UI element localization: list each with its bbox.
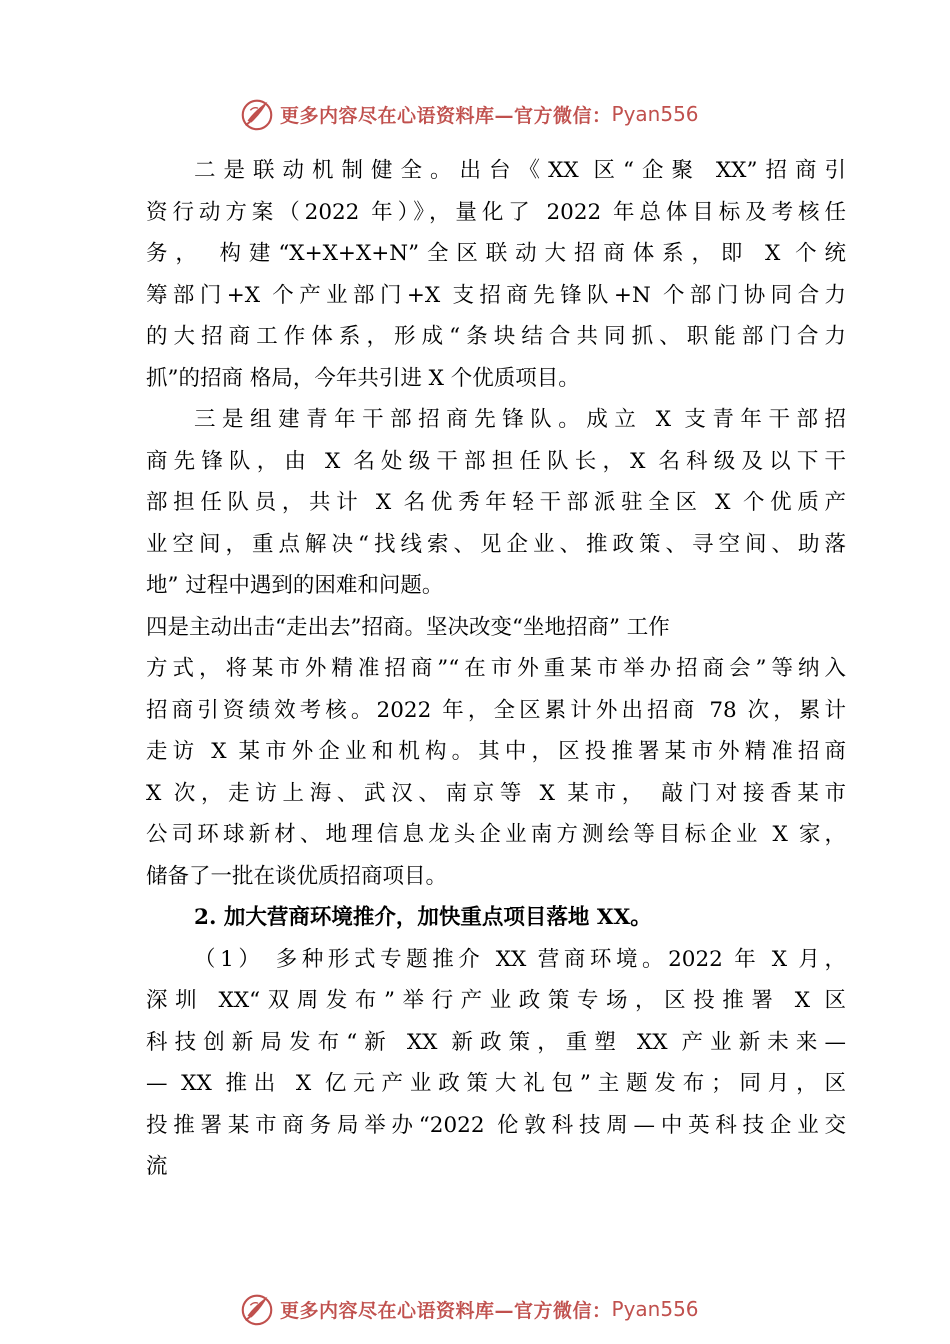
watermark-wechat-id: Pyan556	[611, 102, 699, 126]
text-line: 业空间，重点解决“找线索、见企业、推政策、寻空间、助落	[146, 531, 846, 557]
text-line: 筹部门+X 个产业部门+X 支招商先锋队+N 个部门协同合力	[146, 282, 846, 308]
watermark-header	[238, 94, 728, 134]
text-line: X 次，走访上海、武汉、南京等 X 某市， 敲门对接香某市	[146, 780, 846, 806]
text-line: 的大招商工作体系，形成“条块结合共同抓、职能部门合力	[146, 324, 846, 349]
text-line: 储备了一批在谈优质招商项目。	[146, 863, 448, 889]
body-text	[146, 150, 846, 1188]
text-line: 公司环球新材、地理信息龙头企业南方测绘等目标企业 X 家，	[146, 822, 846, 847]
text-line: 科技创新局发布“新 XX 新政策，重塑 XX 产业新未来—	[146, 1029, 846, 1055]
watermark-wechat-id: Pyan556	[611, 1297, 699, 1321]
text-line: 地” 过程中遇到的困难和问题。	[146, 573, 444, 598]
text-line: 资行动方案（2022 年）》，量化了 2022 年总体目标及考核任	[146, 199, 846, 225]
section-heading: 2. 加大营商环境推介，加快重点项目落地 XX。	[194, 905, 652, 930]
text-line: （1） 多种形式专题推介 XX 营商环境。2022 年 X 月，	[194, 946, 846, 972]
watermark-text: 更多内容尽在心语资料库—官方微信：	[280, 1299, 612, 1322]
quill-pen-seal-icon	[238, 95, 276, 133]
text-line: 商先锋队，由 X 名处级干部担任队长，X 名科级及以下干	[146, 448, 846, 474]
text-line: 三是组建青年干部招商先锋队。成立 X 支青年干部招	[194, 407, 846, 432]
text-line: 流	[146, 1154, 168, 1179]
text-line: 投推署某市商务局举办“2022 伦敦科技周—中英科技企业交	[146, 1112, 846, 1138]
text-line: 抓”的招商 格局，今年共引进 X 个优质项目。	[146, 365, 580, 391]
quill-pen-seal-icon	[238, 1290, 276, 1328]
text-line: 四是主动出击“走出去”招商。坚决改变“坐地招商” 工作	[146, 614, 670, 640]
text-line: 招商引资绩效考核。2022 年，全区累计外出招商 78 次，累计	[146, 697, 846, 723]
text-line: 方式，将某市外精准招商”“在市外重某市举办招商会”等纳入	[146, 656, 846, 681]
text-line: 务， 构建“X+X+X+N”全区联动大招商体系，即 X 个统	[146, 241, 846, 266]
watermark-footer	[238, 1289, 728, 1329]
text-line: 走访 X 某市外企业和机构。其中，区投推署某市外精准招商	[146, 739, 846, 764]
text-line: 深圳 XX“双周发布”举行产业政策专场，区投推署 X 区	[146, 988, 846, 1013]
text-line: 部担任队员，共计 X 名优秀年轻干部派驻全区 X 个优质产	[146, 490, 846, 515]
watermark-text: 更多内容尽在心语资料库—官方微信：	[280, 104, 612, 127]
text-line: — XX 推出 X 亿元产业政策大礼包”主题发布；同月，区	[146, 1071, 846, 1096]
text-line: 二是联动机制健全。出台《XX 区“企聚 XX”招商引	[194, 158, 846, 183]
